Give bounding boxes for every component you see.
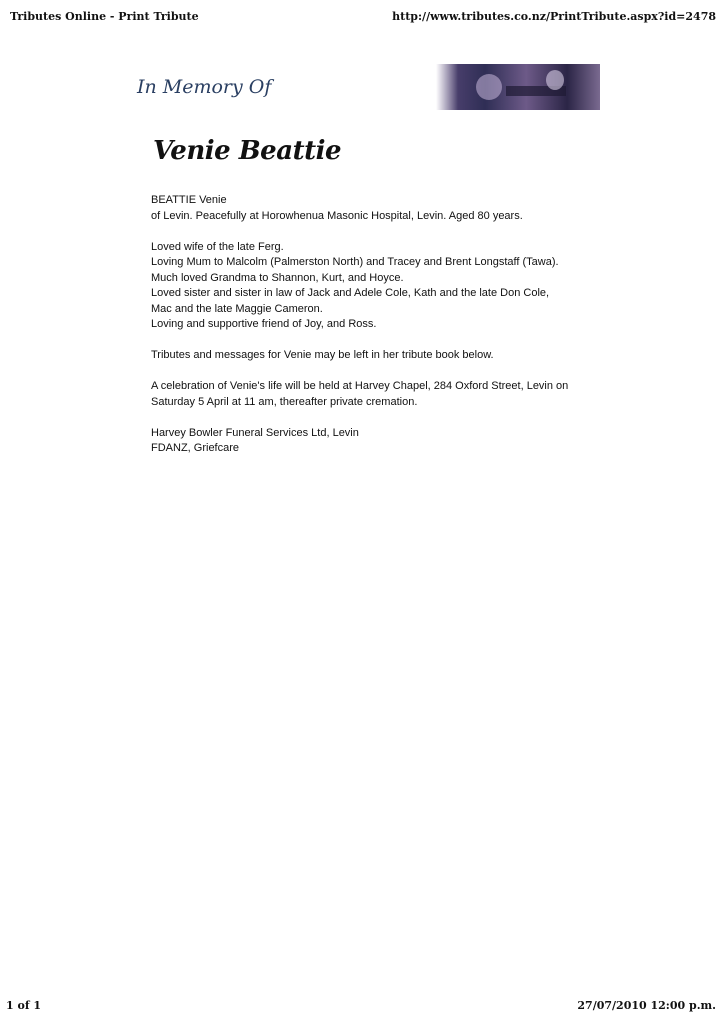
notice-paragraph-intro: [151, 193, 571, 224]
in-memory-heading: In Memory Of: [137, 76, 272, 98]
notice-paragraph-tributes: Tributes and messages for Venie may be left in her tribute book below.: [151, 349, 494, 361]
notice-line: BEATTIE Venie: [151, 194, 227, 206]
death-notice: [151, 193, 571, 472]
notice-line: Harvey Bowler Funeral Services Ltd, Levin: [151, 426, 359, 439]
notice-line: FDANZ, Griefcare: [151, 442, 240, 454]
notice-line: Loving and supportive friend of Joy, and Ross.: [151, 318, 377, 330]
print-footer-datetime: 27/07/2010 12:00 p.m.: [577, 999, 716, 1012]
notice-line: Loving Mum to Malcolm (Palmerston North) and Tracey and Brent Longstaff (Tawa).: [151, 256, 559, 268]
print-footer-page: 1 of 1: [6, 999, 42, 1012]
print-header-url: http://www.tributes.co.nz/PrintTribute.aspx?id=2478: [392, 10, 716, 23]
notice-line: Loved sister and sister in law of Jack and Adele Cole, Kath and the late Don Cole, Mac and the late Maggie Cameron.: [151, 287, 550, 315]
notice-line: Loved wife of the late Ferg.: [151, 240, 284, 253]
deceased-name: Venie Beattie: [153, 136, 342, 166]
memorial-banner-image: [436, 64, 600, 110]
notice-line: Much loved Grandma to Shannon, Kurt, and Hoyce.: [151, 271, 404, 284]
notice-paragraph-family: [151, 240, 571, 333]
notice-paragraph-service: A celebration of Venie's life will be held at Harvey Chapel, 284 Oxford Street, Levin on Saturday 5 April at 11 am, thereafter private cremation.: [151, 380, 569, 408]
print-header-title: Tributes Online - Print Tribute: [10, 10, 199, 23]
notice-paragraph-funeral-director: [151, 426, 571, 457]
notice-line: of Levin. Peacefully at Horowhenua Masonic Hospital, Levin. Aged 80 years.: [151, 209, 523, 222]
